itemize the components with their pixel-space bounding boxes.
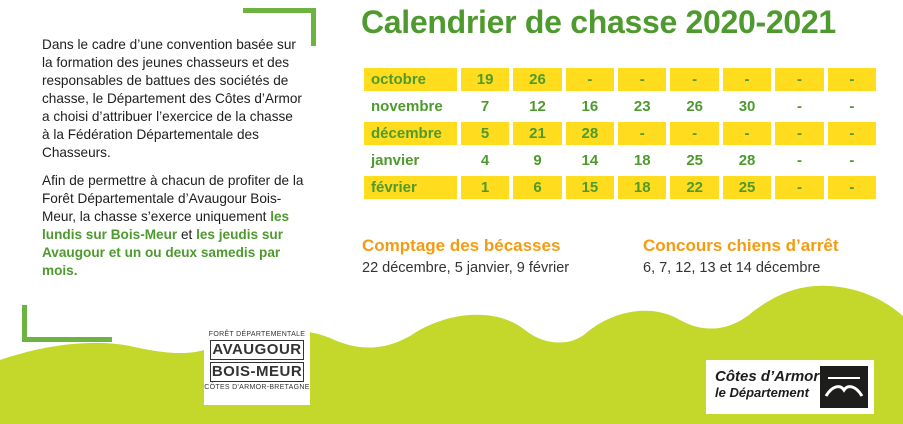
calendar-day: -: [723, 68, 771, 91]
calendar-day: -: [849, 152, 855, 169]
calendar-row: [364, 122, 876, 145]
event-chiens-title: Concours chiens d’arrêt: [643, 236, 839, 255]
calendar-day: 25: [723, 176, 771, 199]
cotes-darmor-logo: [706, 360, 874, 414]
calendar-month: janvier: [371, 152, 420, 169]
page-title: Calendrier de chasse 2020-2021: [361, 4, 836, 40]
calendar-day: 18: [633, 152, 651, 169]
cda-logo-line2: le Département: [715, 385, 809, 400]
calendar-day: -: [828, 68, 876, 91]
cda-emblem-icon: [820, 366, 868, 408]
calendar-row: [364, 176, 876, 199]
calendar-month: novembre: [371, 98, 443, 115]
calendar-day: -: [566, 68, 614, 91]
calendar-day: 25: [686, 152, 703, 169]
corner-bracket-bottom: [22, 305, 112, 342]
hunting-calendar: [364, 68, 876, 203]
cda-logo-text: [715, 368, 819, 400]
calendar-day: -: [828, 176, 876, 199]
calendar-day: 28: [738, 152, 756, 169]
calendar-day: 21: [513, 122, 561, 145]
calendar-day: 5: [461, 122, 509, 145]
calendar-day: -: [775, 176, 823, 199]
calendar-month: octobre: [364, 68, 457, 91]
calendar-day: -: [670, 122, 718, 145]
logo-forest-name1: AVAUGOUR: [210, 340, 304, 360]
calendar-day: -: [796, 152, 802, 169]
calendar-day: -: [796, 98, 802, 115]
intro-text: [42, 36, 304, 290]
logo-forest-bottom: CÔTES D'ARMOR-BRETAGNE: [204, 384, 310, 391]
event-chiens-dates: 6, 7, 12, 13 et 14 décembre: [643, 260, 821, 276]
logo-forest-top: FORÊT DÉPARTEMENTALE: [208, 331, 306, 338]
intro-p2-start: Afin de permettre à chacun de profiter de la Forêt Départementale d’Avaugour Bois-Meur, la chasse s’exerce uniquement: [42, 173, 304, 224]
event-chiens: [643, 236, 839, 276]
calendar-day: 26: [686, 98, 703, 115]
calendar-row: [364, 95, 876, 118]
calendar-day: 22: [670, 176, 718, 199]
calendar-day: 12: [529, 98, 546, 115]
calendar-day: -: [849, 98, 855, 115]
intro-p2-mid: et: [177, 227, 197, 242]
intro-p2-bois-meur: les lundis sur Bois-Meur: [42, 209, 290, 242]
event-becasses-title: Comptage des bécasses: [362, 236, 561, 255]
calendar-day: -: [618, 122, 666, 145]
calendar-day: -: [775, 68, 823, 91]
calendar-row: [364, 149, 876, 172]
calendar-day: 28: [566, 122, 614, 145]
calendar-day: -: [670, 68, 718, 91]
calendar-month: décembre: [364, 122, 457, 145]
logo-forest-name2: BOIS-MEUR: [211, 363, 303, 380]
calendar-day: 26: [513, 68, 561, 91]
calendar-day: 14: [581, 152, 599, 169]
calendar-day: 15: [566, 176, 614, 199]
calendar-day: 16: [581, 98, 599, 115]
calendar-day: 7: [480, 98, 490, 115]
foret-avaugour-logo: [204, 325, 310, 405]
calendar-day: 1: [461, 176, 509, 199]
calendar-day: 19: [461, 68, 509, 91]
calendar-day: 6: [513, 176, 561, 199]
calendar-day: -: [723, 122, 771, 145]
intro-paragraph-2: [42, 172, 304, 280]
event-becasses: [362, 236, 569, 276]
calendar-day: 4: [480, 152, 490, 169]
calendar-day: 18: [618, 176, 666, 199]
calendar-day: -: [775, 122, 823, 145]
calendar-day: -: [618, 68, 666, 91]
calendar-day: -: [828, 122, 876, 145]
intro-p2-avaugour: les jeudis sur Avaugour et un ou deux samedis par mois.: [42, 227, 283, 278]
calendar-day: 23: [633, 98, 651, 115]
calendar-day: 9: [533, 152, 542, 169]
cda-logo-line1: Côtes d’Armor: [715, 368, 820, 385]
event-becasses-dates: 22 décembre, 5 janvier, 9 février: [362, 260, 570, 276]
calendar-day: 30: [738, 98, 756, 115]
calendar-month: février: [364, 176, 457, 199]
calendar-row: [364, 68, 876, 91]
intro-paragraph-1: Dans le cadre d’une convention basée sur la formation des jeunes chasseurs et des responsables de battues des sociétés de chasse, le Département des Côtes d’Armor a choisi d’attribuer l’exercice de la chasse à la Fédération Départementale des Chasseurs.: [42, 37, 302, 160]
